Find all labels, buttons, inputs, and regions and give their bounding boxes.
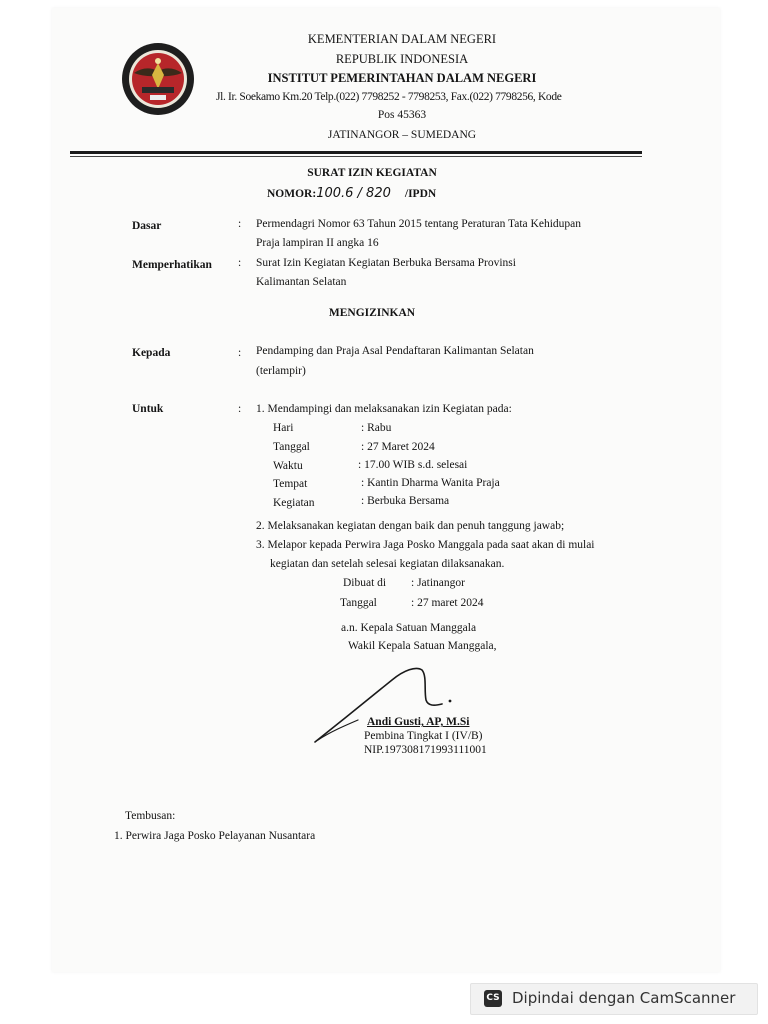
memperhatikan-label: Memperhatikan: [132, 259, 212, 271]
untuk-colon: :: [238, 403, 242, 415]
issued-date-value: : 27 maret 2024: [411, 597, 484, 609]
signatory-rank: Pembina Tingkat I (IV/B): [364, 730, 483, 742]
untuk-item-3-line1: 3. Melapor kepada Perwira Jaga Posko Manggala pada saat akan di mulai: [256, 539, 595, 551]
dasar-text-line2: Praja lampiran II angka 16: [256, 237, 379, 249]
memperhatikan-text-line2: Kalimantan Selatan: [256, 276, 347, 288]
detail-value-hari: : Rabu: [361, 422, 392, 434]
camscanner-watermark: [470, 983, 758, 1015]
republic-line: REPUBLIK INDONESIA: [335, 52, 469, 66]
memperhatikan-colon: :: [238, 257, 242, 269]
city-line: JATINANGOR – SUMEDANG: [327, 129, 477, 141]
dasar-colon: :: [238, 218, 242, 230]
camscanner-text: Dipindai dengan CamScanner: [512, 989, 736, 1007]
signatory-nip: NIP.197308171993111001: [364, 744, 487, 756]
ministry-line: KEMENTERIAN DALAM NEGERI: [307, 32, 497, 46]
untuk-label: Untuk: [132, 403, 164, 415]
detail-value-kegiatan: : Berbuka Bersama: [361, 495, 450, 507]
kepada-label: Kepada: [132, 347, 171, 359]
tembusan-item-1: 1. Perwira Jaga Posko Pelayanan Nusantara: [114, 830, 316, 842]
ipdn-emblem-icon: [120, 41, 196, 117]
detail-value-tempat: : Kantin Dharma Wanita Praja: [361, 477, 500, 489]
memperhatikan-text-line1: Surat Izin Kegiatan Kegiatan Berbuka Bersama Provinsi: [256, 257, 516, 269]
signatory-name: Andi Gusti, AP, M.Si: [367, 716, 470, 728]
kepada-text-line2: (terlampir): [256, 365, 306, 377]
detail-value-tanggal: : 27 Maret 2024: [361, 441, 435, 453]
letter-number-suffix: /IPDN: [404, 188, 437, 200]
institute-line: INSTITUT PEMERINTAHAN DALAM NEGERI: [267, 71, 537, 85]
issued-at-value: : Jatinangor: [411, 577, 465, 589]
kepada-colon: :: [238, 347, 242, 359]
detail-label-tempat: Tempat: [273, 478, 308, 490]
header-divider-thick: [70, 151, 642, 154]
letter-title: SURAT IZIN KEGIATAN: [307, 167, 437, 179]
untuk-item-3-line2: kegiatan dan setelah selesai kegiatan dilaksanakan.: [270, 558, 505, 570]
letter-number-prefix: NOMOR:: [267, 188, 317, 200]
issued-at-label: Dibuat di: [343, 577, 387, 589]
header-divider-thin: [70, 156, 642, 157]
mengizinkan-heading: MENGIZINKAN: [328, 307, 416, 319]
dasar-text-line1: Permendagri Nomor 63 Tahun 2015 tentang Peraturan Tata Kehidupan: [256, 218, 581, 230]
letter-number: [267, 186, 436, 201]
camscanner-logo-icon: CS: [484, 990, 502, 1007]
signatory-line1: a.n. Kepala Satuan Manggala: [341, 622, 477, 634]
signatory-line2: Wakil Kepala Satuan Manggala,: [348, 640, 497, 652]
kepada-text-line1: Pendamping dan Praja Asal Pendaftaran Kalimantan Selatan: [256, 345, 534, 357]
dasar-label: Dasar: [132, 220, 162, 232]
detail-label-kegiatan: Kegiatan: [273, 497, 315, 509]
detail-label-tanggal: Tanggal: [273, 441, 310, 453]
letter-number-handwritten: 100.6 / 820: [316, 186, 391, 201]
postal-code-line: Pos 45363: [377, 109, 427, 121]
untuk-item-1: 1. Mendampingi dan melaksanakan izin Kegiatan pada:: [256, 403, 512, 415]
tembusan-label: Tembusan:: [125, 810, 176, 822]
detail-label-waktu: Waktu: [273, 460, 303, 472]
detail-value-waktu: : 17.00 WIB s.d. selesai: [358, 459, 468, 471]
untuk-item-2: 2. Melaksanakan kegiatan dengan baik dan penuh tanggung jawab;: [256, 520, 565, 532]
detail-label-hari: Hari: [273, 422, 294, 434]
issued-date-label: Tanggal: [340, 597, 377, 609]
address-line: Jl. Ir. Soekamo Km.20 Telp.(022) 7798252 - 7798253, Fax.(022) 7798256, Kode: [216, 91, 562, 103]
